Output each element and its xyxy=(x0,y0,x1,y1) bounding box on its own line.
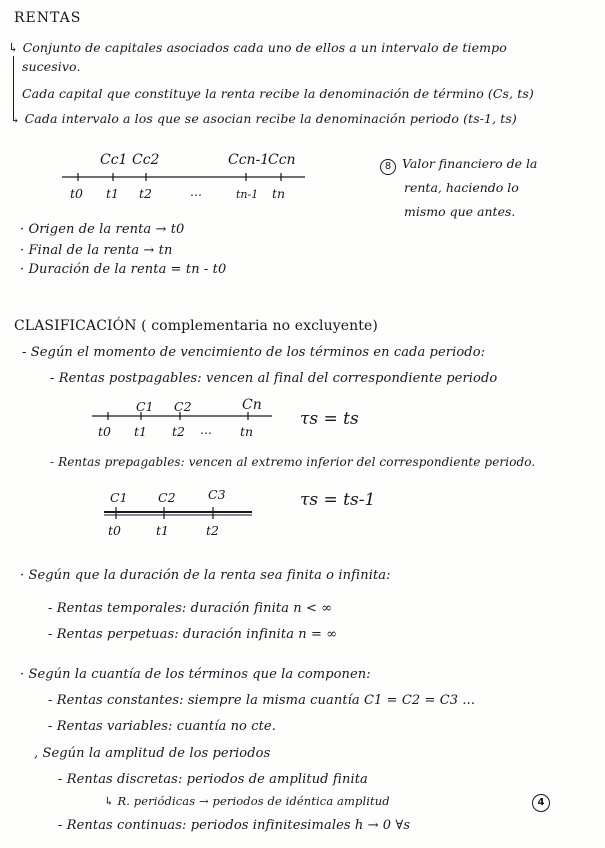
timeline1-tn: tn xyxy=(272,186,286,201)
rentas-discretas: - Rentas discretas: periodos de amplitud finita xyxy=(58,772,368,787)
prepagable-formula: τs = ts-1 xyxy=(300,490,376,510)
criterion-duracion: · Según que la duración de la renta sea finita o infinita: xyxy=(20,568,391,583)
post-tn: tn xyxy=(240,424,254,439)
post-t1: t1 xyxy=(134,424,147,439)
pre-capital-1: C1 xyxy=(110,490,128,505)
rentas-perpetuas: - Rentas perpetuas: duración infinita n = ∞ xyxy=(48,627,338,642)
note-number-badge: 8 xyxy=(380,159,396,175)
rentas-prepagables: - Rentas prepagables: vencen al extremo inferior del correspondiente periodo. xyxy=(50,455,536,469)
intro-definition-line-2: sucesivo. xyxy=(22,59,81,74)
rentas-continuas: - Rentas continuas: periodos infinitesimales h → 0 ∀s xyxy=(58,818,411,833)
intro-periodo-line: ↳ Cada intervalo a los que se asocian recibe la denominación periodo (ts-1, ts) xyxy=(10,111,517,126)
criterion-cuantia: · Según la cuantía de los términos que la componen: xyxy=(20,667,371,682)
criterion-vencimiento: - Según el momento de vencimiento de los términos en cada periodo: xyxy=(22,345,486,360)
intro-definition-line-1: ↳ Conjunto de capitales asociados cada uno de ellos a un intervalo de tiempo xyxy=(8,40,507,55)
bullet-final: · Final de la renta → tn xyxy=(20,243,173,258)
bullet-origen: · Origen de la renta → t0 xyxy=(20,222,185,237)
note-line-3: mismo que antes. xyxy=(404,204,516,219)
timeline1-t0: t0 xyxy=(70,186,83,201)
timeline1-capital-2: Cc2 xyxy=(132,152,160,168)
pre-capital-3: C3 xyxy=(208,487,226,502)
post-capital-1: C1 xyxy=(136,399,154,414)
post-ellipsis: ... xyxy=(200,422,212,437)
pre-capital-2: C2 xyxy=(158,490,176,505)
rentas-postpagables: - Rentas postpagables: vencen al final del correspondiente periodo xyxy=(50,371,498,386)
timeline1-tn-1: tn-1 xyxy=(236,188,259,201)
timeline1-ellipsis: ... xyxy=(190,184,202,199)
rentas-temporales: - Rentas temporales: duración finita n < ∞ xyxy=(48,601,333,616)
page-number-badge: 4 xyxy=(532,794,550,812)
timeline1-capital-n-1: Ccn-1 xyxy=(228,152,270,168)
timeline1-capital-1: Cc1 xyxy=(100,152,128,168)
post-capital-2: C2 xyxy=(174,399,192,414)
pre-t2: t2 xyxy=(206,523,219,538)
post-t0: t0 xyxy=(98,424,111,439)
rentas-periodicas: ↳ R. periódicas → periodos de idéntica amplitud xyxy=(104,794,390,808)
page-title: RENTAS xyxy=(14,10,82,26)
note-line-2: renta, haciendo lo xyxy=(404,180,519,195)
bullet-duracion: · Duración de la renta = tn - t0 xyxy=(20,262,227,277)
timeline1-t2: t2 xyxy=(139,186,152,201)
post-capital-n: Cn xyxy=(242,397,262,413)
note-line-1: Valor financiero de la xyxy=(402,156,538,171)
clasificacion-heading: CLASIFICACIÓN ( complementaria no excluyente) xyxy=(14,318,378,334)
timeline1-t1: t1 xyxy=(106,186,119,201)
intro-termino-line: Cada capital que constituye la renta recibe la denominación de término (Cs, ts) xyxy=(22,86,534,101)
rentas-constantes: - Rentas constantes: siempre la misma cuantía C1 = C2 = C3 ... xyxy=(48,693,476,708)
pre-t0: t0 xyxy=(108,523,121,538)
post-t2: t2 xyxy=(172,424,185,439)
pre-t1: t1 xyxy=(156,523,169,538)
postpagable-formula: τs = ts xyxy=(300,409,359,429)
timeline1-capital-n: Ccn xyxy=(268,152,296,168)
rentas-variables: - Rentas variables: cuantía no cte. xyxy=(48,719,276,734)
criterion-amplitud: , Según la amplitud de los periodos xyxy=(34,746,271,761)
